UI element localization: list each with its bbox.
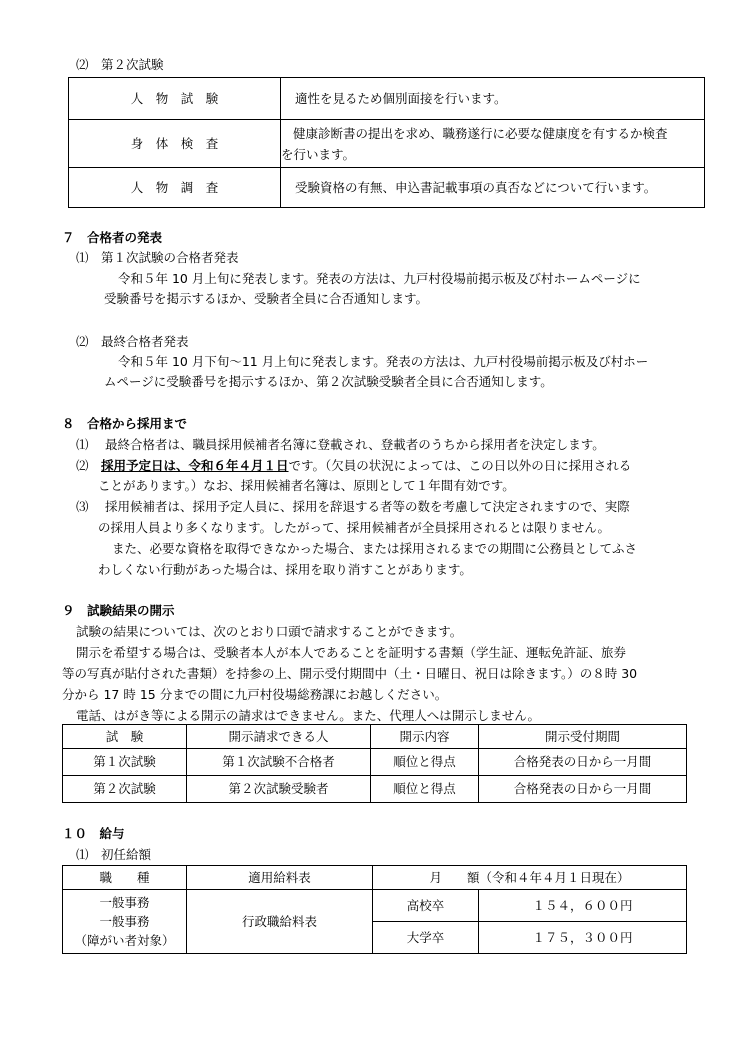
disclosure-header-content: 開示内容 — [371, 725, 479, 749]
section-9-p1: 試験の結果については、次のとおり口頭で請求することができます。 — [76, 624, 463, 639]
section-9-p3: 電話、はがき等による開示の請求はできません。また、代理人へは開示しません。 — [76, 708, 541, 723]
disclosure-header-exam: 試 験 — [63, 725, 187, 749]
section-8-item2 — [76, 456, 631, 476]
section-8-item3-line3: また、必要な資格を取得できなかった場合、または採用されるまでの期間に公務員としてふさ — [112, 541, 638, 556]
section-7-p2-line1: 令和５年 10 月下旬～11 月上旬に発表します。発表の方法は、九戸村役場前掲示板及び村ホー — [118, 354, 649, 369]
sub-heading-second-exam: ⑵ 第２次試験 — [76, 57, 164, 72]
section-7-p1-line2: 受験番号を掲示するほか、受験者全員に合否通知します。 — [104, 291, 429, 306]
disclosure-cell: 第２次試験受験者 — [187, 776, 371, 803]
disclosure-header-period: 開示受付期間 — [479, 725, 687, 749]
salary-pay-table: 行政職給料表 — [187, 890, 373, 954]
section-7-sub2: ⑵ 最終合格者発表 — [76, 334, 189, 349]
exam-label-interview: 人 物 試 験 — [69, 78, 281, 120]
section-8-item1: ⑴ 最終合格者は、職員採用候補者名簿に登載され、登載者のうちから採用者を決定します。 — [76, 437, 605, 452]
salary-job-line1: 一般事務 — [99, 895, 150, 910]
section-8-item3-line2: の採用人員より多くなります。したがって、採用候補者が全員採用されるとは限りません。 — [98, 520, 611, 535]
salary-header-table: 適用給料表 — [187, 866, 373, 890]
exam-label-physical: 身 体 検 査 — [69, 120, 281, 168]
salary-table — [62, 865, 687, 954]
exam-content-interview: 適性を見るため個別面接を行います。 — [281, 78, 705, 120]
disclosure-cell: 第１次試験不合格者 — [187, 749, 371, 776]
salary-amount-university: １７５，３００円 — [479, 922, 687, 954]
section-10-sub1: ⑴ 初任給額 — [76, 847, 152, 862]
second-exam-table — [68, 77, 705, 208]
salary-job-line2: 一般事務 — [99, 914, 150, 929]
salary-amount-highschool: １５４，６００円 — [479, 890, 687, 922]
salary-edu-university: 大学卒 — [373, 922, 479, 954]
disclosure-cell: 順位と得点 — [371, 749, 479, 776]
section-8-item2-bold: 採用予定日は、令和６年４月１日 — [101, 458, 289, 473]
salary-header-monthly: 月 額（令和４年４月１日現在） — [373, 866, 687, 890]
exam-label-investigation: 人 物 調 査 — [69, 168, 281, 208]
salary-job-line3: （障がい者対象） — [74, 933, 175, 948]
disclosure-cell: 順位と得点 — [371, 776, 479, 803]
section-8-item2-rest: です。（欠員の状況によっては、この日以外の日に採用される — [288, 458, 632, 473]
section-9-heading: ９ 試験結果の開示 — [62, 603, 175, 618]
disclosure-header-requester: 開示請求できる人 — [187, 725, 371, 749]
section-7-sub1: ⑴ 第１次試験の合格者発表 — [76, 250, 239, 265]
section-8-item3-line1: ⑶ 採用候補者は、採用予定人員に、採用を辞退する者等の数を考慮して決定されますので、実際 — [76, 499, 630, 514]
disclosure-cell: 第１次試験 — [63, 749, 187, 776]
disclosure-table — [62, 724, 687, 803]
table-row — [63, 776, 687, 803]
exam-content-physical-1: 健康診断書の提出を求め、職務遂行に必要な健康度を有するか検査 — [293, 125, 668, 141]
disclosure-cell: 合格発表の日から一月間 — [479, 776, 687, 803]
section-10-heading: １０ 給与 — [62, 826, 125, 841]
section-8-heading: ８ 合格から採用まで — [62, 416, 188, 431]
section-7-p2-line2: ムページに受験番号を掲示するほか、第２次試験受験者全員に合否通知します。 — [104, 374, 553, 389]
section-7-p1-line1: 令和５年 10 月上旬に発表します。発表の方法は、九戸村役場前掲示板及び村ホームページに — [118, 271, 641, 286]
section-7-heading: ７ 合格者の発表 — [62, 230, 163, 245]
section-9-p2-line2: 等の写真が貼付された書類）を持参の上、開示受付期間中（土・日曜日、祝日は除きます。）の８時 30 — [62, 666, 638, 681]
section-9-p2-line3: 分から 17 時 15 分までの間に九戸村役場総務課にお越しください。 — [62, 687, 448, 702]
section-8-item2-line2: ことがあります。）なお、採用候補者名簿は、原則として１年間有効です。 — [98, 478, 515, 493]
salary-edu-highschool: 高校卒 — [373, 890, 479, 922]
section-8-item3-line4: わしくない行動があった場合は、採用を取り消すことがあります。 — [98, 562, 472, 577]
exam-content-investigation: 受験資格の有無、申込書記載事項の真否などについて行います。 — [281, 168, 705, 208]
disclosure-cell: 第２次試験 — [63, 776, 187, 803]
salary-header-job: 職 種 — [63, 866, 187, 890]
exam-content-physical-2: を行います。 — [281, 146, 356, 162]
disclosure-cell: 合格発表の日から一月間 — [479, 749, 687, 776]
section-8-item2-num: ⑵ — [76, 458, 102, 473]
table-row — [63, 749, 687, 776]
section-9-p2-line1: 開示を希望する場合は、受験者本人が本人であることを証明する書類（学生証、運転免許証、旅券 — [76, 645, 627, 660]
